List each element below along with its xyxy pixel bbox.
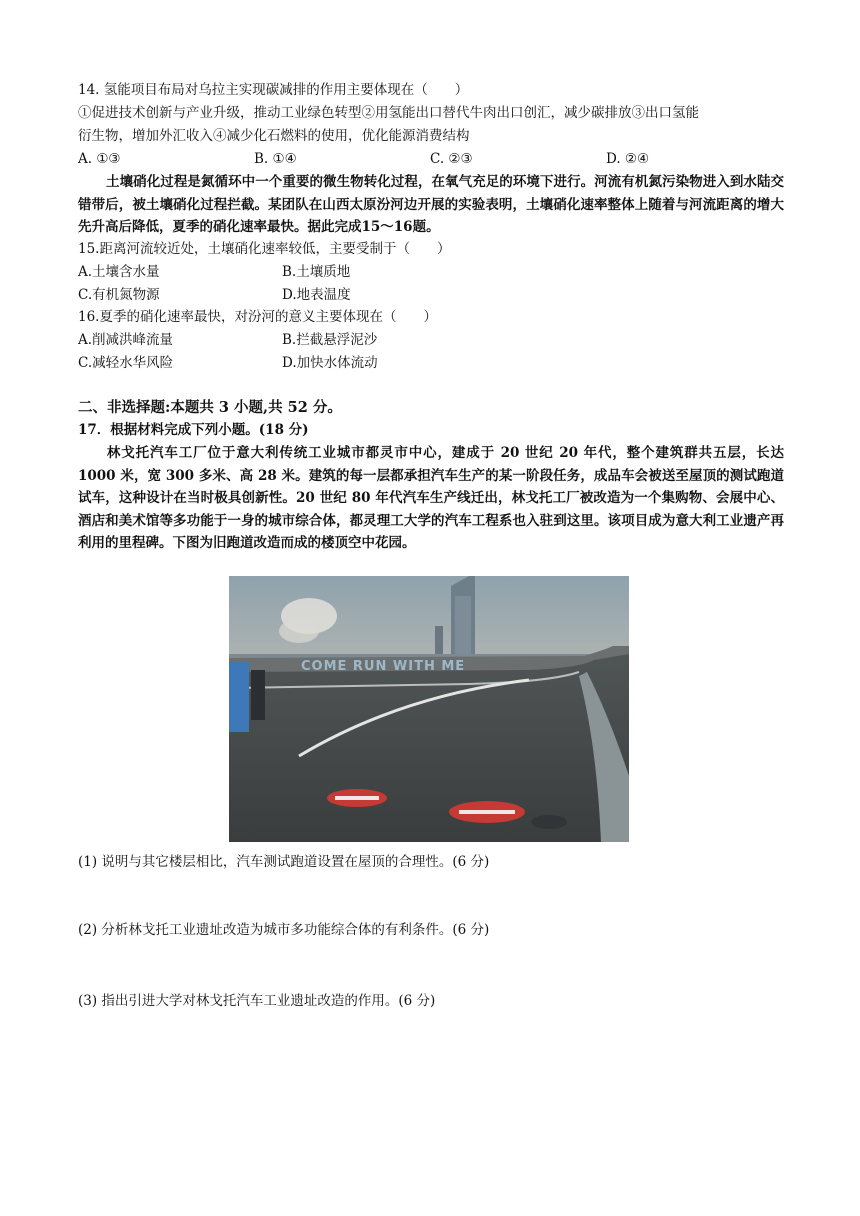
q14-option-d: D. ②④ [606,151,650,167]
q14-option-b: B. ①④ [254,151,297,167]
track-sign-text: COME RUN WITH ME [301,659,466,674]
q16-option-a: A.削减洪峰流量 [78,332,174,348]
q17-material: 林戈托汽车工厂位于意大利传统工业城市都灵市中心，建成于 20 世纪 20 年代，整个建筑群共五层，长达 1000 米，宽 300 多米、高 28 米。建筑的每一层都承担汽车生产的某一阶段任务，成品车会被送至屋顶的测试跑道试车，这种设计在当时极具创新性。20 世纪 80 年代汽车生产线迁出，林戈托工厂被改造为一个集购物、会展中心、酒店和美术馆等多功能于一身的城市综合体，都灵理工大学的汽车工程系也入驻到这里。该项目成为意大利工业遗产再利用的里程碑。下图为旧跑道改造而成的楼顶空中花园。 [78,445,784,551]
q17-sub-question-1: (1) 说明与其它楼层相比，汽车测试跑道设置在屋顶的合理性。(6 分) [78,854,490,870]
q15-option-d: D.地表温度 [282,287,351,303]
q15-option-c: C.有机氮物源 [78,287,160,303]
q16-option-b: B.拦截悬浮泥沙 [282,332,378,348]
q17-sub-question-2: (2) 分析林戈托工业遗址改造为城市多功能综合体的有利条件。(6 分) [78,922,490,938]
section2-title: 二、非选择题:本题共 3 小题,共 52 分。 [78,399,342,416]
q16-stem: 16.夏季的硝化速率最快，对汾河的意义主要体现在（ ） [78,309,437,325]
q15-option-b: B.土壤质地 [282,264,351,280]
q16-option-d: D.加快水体流动 [282,355,378,371]
rooftop-track-photo [229,576,629,842]
q17-title: 17．根据材料完成下列小题。(18 分) [78,422,309,438]
q16-option-c: C.减轻水华风险 [78,355,174,371]
q14-option-c: C. ②③ [430,151,473,167]
q17-sub-question-3: (3) 指出引进大学对林戈托汽车工业遗址改造的作用。(6 分) [78,993,436,1009]
q14-items-line2: 衍生物，增加外汇收入④减少化石燃料的使用，优化能源消费结构 [78,128,470,144]
q15-option-a: A.土壤含水量 [78,264,160,280]
q14-stem: 14. 氢能项目布局对乌拉主实现碳减排的作用主要体现在（ ） [78,82,469,98]
q14-option-a: A. ①③ [78,151,121,167]
q15-stem: 15.距离河流较近处，土壤硝化速率较低，主要受制于（ ） [78,241,451,257]
material-15-16: 土壤硝化过程是氮循环中一个重要的微生物转化过程，在氧气充足的环境下进行。河流有机氮污染物进入到水陆交错带后，被土壤硝化过程拦截。某团队在山西太原汾河边开展的实验表明，土壤硝化速率整体上随着与河流距离的增大先升高后降低，夏季的硝化速率最快。据此完成15～16题。 [78,174,784,235]
q14-items-line1: ①促进技术创新与产业升级，推动工业绿色转型②用氢能出口替代牛肉出口创汇，减少碳排放③出口氢能 [78,105,699,121]
